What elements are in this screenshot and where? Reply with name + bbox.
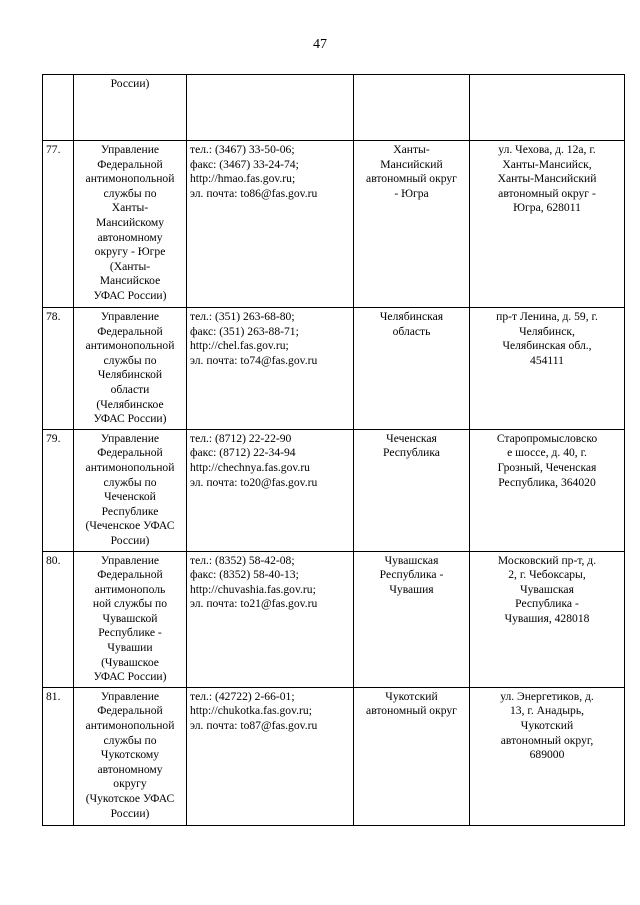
table-row xyxy=(43,308,625,430)
organization-line: России) xyxy=(110,806,150,820)
address-line: Челябинская обл., xyxy=(502,339,592,353)
organization-line: УФАС России) xyxy=(93,288,167,302)
region-line: Чувашская xyxy=(384,553,439,567)
cell-organization xyxy=(74,687,187,825)
organization-line: Чеченской xyxy=(104,490,156,504)
organization-line: Мансийское xyxy=(99,274,161,288)
region-line: Чеченская xyxy=(386,431,437,445)
region-line: Челябинская xyxy=(379,310,444,323)
contacts-line: http://chukotka.fas.gov.ru; xyxy=(190,704,312,718)
organization-line: Управление xyxy=(100,689,160,703)
address-line: 454111 xyxy=(530,353,564,367)
organization-line: ной службы по xyxy=(92,597,168,611)
organization-line: УФАС России) xyxy=(93,412,167,426)
organization-line: Чувашской xyxy=(102,611,158,625)
organization-line: Управление xyxy=(100,431,160,445)
organization-line: России) xyxy=(110,533,150,547)
address-line: Челябинск, xyxy=(519,324,575,338)
region-line: Республика - xyxy=(379,568,444,582)
table-row-continuation xyxy=(43,75,625,141)
cell-region xyxy=(354,75,470,141)
organization-line: Федеральной xyxy=(97,157,163,171)
address-line: пр-т Ленина, д. 59, г. xyxy=(496,310,598,323)
region-line: Мансийский xyxy=(380,157,443,171)
contacts-line: тел.: (351) 263-68-80; xyxy=(190,310,295,323)
organization-line: (Ханты- xyxy=(109,259,151,273)
organization-line: области xyxy=(110,382,150,396)
address-line: Старопромысловско xyxy=(496,431,598,445)
contacts-line: тел.: (42722) 2-66-01; xyxy=(190,689,295,703)
organization-line: округу - Югре xyxy=(94,245,166,259)
address-line: автономный округ, xyxy=(500,733,594,747)
organization-line: Управление xyxy=(100,310,160,323)
address-line: автономный округ - xyxy=(498,186,596,200)
cell-number xyxy=(43,75,74,141)
contacts-line: http://hmao.fas.gov.ru; xyxy=(190,172,296,186)
address-line: е шоссе, д. 40, г. xyxy=(507,446,587,460)
contacts-line: тел.: (3467) 33-50-06; xyxy=(190,143,295,156)
organization-line: (Чувашское xyxy=(101,655,159,669)
cell-number: 81. xyxy=(43,687,74,825)
address-line: Чукотский xyxy=(520,719,574,733)
organization-line: Управление xyxy=(100,553,160,567)
org-line: России) xyxy=(110,77,150,90)
contacts-line: тел.: (8712) 22-22-90 xyxy=(190,431,292,445)
cell-organization xyxy=(74,308,187,430)
contacts-line: факс: (3467) 33-24-74; xyxy=(190,157,299,171)
region-line: Чувашия xyxy=(389,582,434,596)
organization-line: Федеральной xyxy=(97,568,163,582)
cell-address xyxy=(470,551,625,687)
contacts-line: тел.: (8352) 58-42-08; xyxy=(190,553,295,567)
cell-region xyxy=(354,308,470,430)
address-line: Чувашская xyxy=(520,582,574,596)
organization-line: (Челябинское xyxy=(96,397,164,411)
contacts-line: факс: (351) 263-88-71; xyxy=(190,324,299,338)
contacts-line: http://chel.fas.gov.ru; xyxy=(190,339,289,353)
table-row xyxy=(43,141,625,308)
organization-line: службы по xyxy=(103,475,157,489)
cell-organization xyxy=(74,429,187,551)
organization-line: Федеральной xyxy=(97,446,163,460)
organization-line: антимонополь xyxy=(94,582,166,596)
organization-line: (Чеченское УФАС xyxy=(85,519,175,533)
table-row xyxy=(43,551,625,687)
organization-line: службы по xyxy=(103,353,157,367)
address-line: Грозный, Чеченская xyxy=(497,460,597,474)
region-line: Чукотский xyxy=(385,689,438,703)
organization-line: антимонопольной xyxy=(85,339,175,353)
organization-line: округу xyxy=(113,777,147,791)
region-line: область xyxy=(392,324,431,338)
contacts-line: http://chuvashia.fas.gov.ru; xyxy=(190,582,316,596)
cell-region xyxy=(354,141,470,308)
organization-line: Чувашии xyxy=(107,641,153,655)
organization-line: Челябинской xyxy=(97,368,163,382)
address-line: 2, г. Чебоксары, xyxy=(508,568,586,582)
cell-address xyxy=(470,75,625,141)
organization-line: Федеральной xyxy=(97,324,163,338)
organization-line: службы по xyxy=(103,733,157,747)
contacts-line: факс: (8712) 22-34-94 xyxy=(190,446,296,460)
address-line: Московский пр-т, д. xyxy=(497,553,597,567)
address-line: 689000 xyxy=(529,748,565,762)
cell-contacts xyxy=(187,687,354,825)
table-row xyxy=(43,429,625,551)
fas-offices-table xyxy=(42,74,625,826)
region-line: - Югра xyxy=(394,186,429,200)
contacts-line: http://chechnya.fas.gov.ru xyxy=(190,460,310,474)
cell-address xyxy=(470,308,625,430)
address-line: Республика, 364020 xyxy=(498,475,596,489)
contacts-line: эл. почта: to20@fas.gov.ru xyxy=(190,475,318,489)
address-line: Чувашия, 428018 xyxy=(504,611,590,625)
address-line: ул. Энергетиков, д. xyxy=(500,689,594,703)
contacts-line: эл. почта: to21@fas.gov.ru xyxy=(190,597,318,611)
organization-line: автономному xyxy=(97,230,163,244)
organization-line: Мансийскому xyxy=(95,215,165,229)
cell-organization xyxy=(74,75,187,141)
region-line: Республика xyxy=(383,446,440,460)
organization-line: антимонопольной xyxy=(85,172,175,186)
cell-region xyxy=(354,687,470,825)
address-line: Республика - xyxy=(515,597,579,611)
organization-line: Республике xyxy=(101,504,159,518)
organization-line: Чукотскому xyxy=(100,748,160,762)
contacts-line: факс: (8352) 58-40-13; xyxy=(190,568,299,582)
address-line: Ханты-Мансийск, xyxy=(502,157,592,171)
table-row xyxy=(43,687,625,825)
cell-contacts xyxy=(187,308,354,430)
page-number: 47 xyxy=(313,37,327,52)
address-line: ул. Чехова, д. 12а, г. xyxy=(498,143,596,156)
address-line: 13, г. Анадырь, xyxy=(509,704,585,718)
cell-address xyxy=(470,141,625,308)
region-line: автономный округ xyxy=(366,704,457,718)
organization-line: УФАС России) xyxy=(93,670,167,684)
cell-number: 79. xyxy=(43,429,74,551)
organization-line: службы по xyxy=(103,186,157,200)
contacts-line: эл. почта: to87@fas.gov.ru xyxy=(190,719,318,733)
address-line: Ханты-Мансийский xyxy=(497,172,597,186)
cell-organization xyxy=(74,551,187,687)
cell-contacts xyxy=(187,551,354,687)
organization-line: антимонопольной xyxy=(85,719,175,733)
cell-number: 78. xyxy=(43,308,74,430)
cell-organization xyxy=(74,141,187,308)
cell-region xyxy=(354,551,470,687)
organization-line: Управление xyxy=(100,143,160,156)
cell-contacts xyxy=(187,141,354,308)
organization-line: (Чукотское УФАС xyxy=(85,792,175,805)
cell-region xyxy=(354,429,470,551)
cell-number: 80. xyxy=(43,551,74,687)
organization-line: Федеральной xyxy=(97,704,163,718)
cell-address xyxy=(470,429,625,551)
organization-line: Республике - xyxy=(98,626,162,640)
address-line: Югра, 628011 xyxy=(513,201,581,215)
region-line: Ханты- xyxy=(393,143,430,156)
organization-line: Ханты- xyxy=(111,201,149,215)
organization-line: антимонопольной xyxy=(85,460,175,474)
contacts-line: эл. почта: to74@fas.gov.ru xyxy=(190,353,318,367)
organization-line: автономному xyxy=(97,762,163,776)
cell-number: 77. xyxy=(43,141,74,308)
cell-address xyxy=(470,687,625,825)
contacts-line: эл. почта: to86@fas.gov.ru xyxy=(190,186,318,200)
cell-contacts xyxy=(187,75,354,141)
region-line: автономный округ xyxy=(366,172,457,186)
cell-contacts xyxy=(187,429,354,551)
